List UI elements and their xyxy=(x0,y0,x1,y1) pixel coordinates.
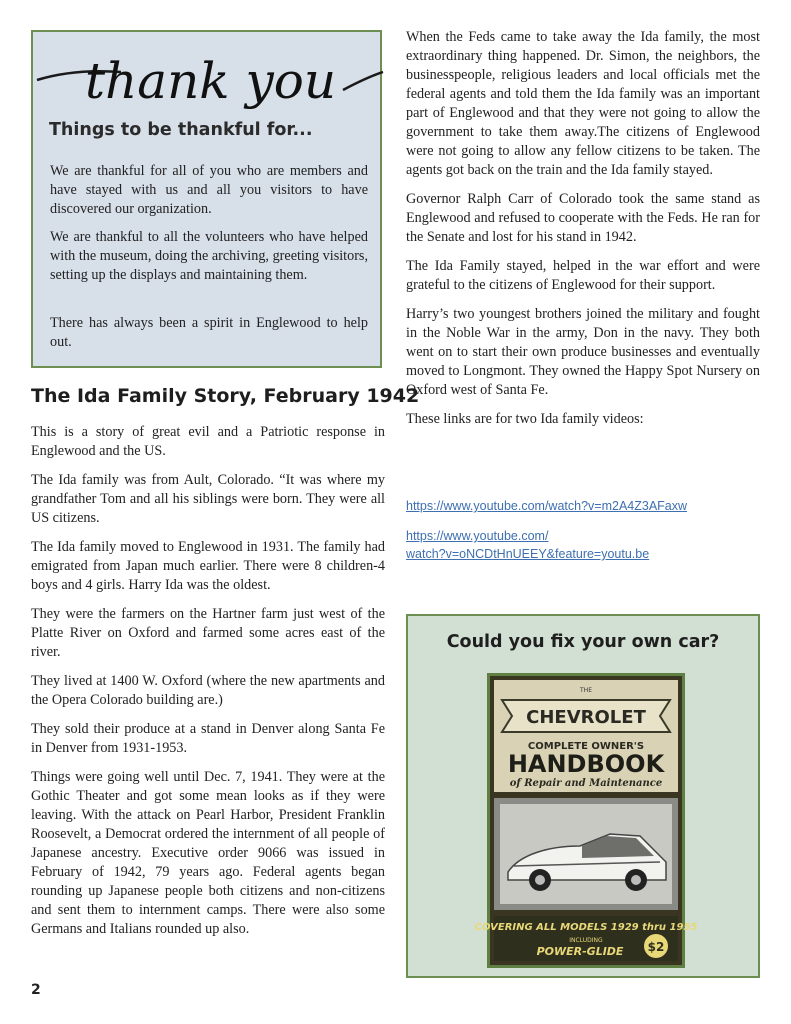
story-paragraph: They sold their produce at a stand in Denver along Santa Fe in Denver from 1931-1953. xyxy=(31,721,385,756)
video-link-1[interactable]: https://www.youtube.com/watch?v=m2A4Z3AFaxw xyxy=(406,499,688,513)
story-paragraph: These links are for two Ida family videos: xyxy=(406,411,644,427)
thank-you-box xyxy=(31,30,382,368)
story-paragraph: The Ida family was from Ault, Colorado. “It was where my grandfather Tom and all his siblings were born. They were all US citizens. xyxy=(31,472,385,526)
story-paragraph: The Ida Family stayed, helped in the war effort and were grateful to the citizens of Englewood for their support. xyxy=(406,258,760,293)
svg-text:of Repair and Maintenance: of Repair and Maintenance xyxy=(509,778,663,789)
story-paragraph: Governor Ralph Carr of Colorado took the same stand as Englewood and refused to cooperate with the Feds. He ran for the Senate and lost for his stand in 1942. xyxy=(406,191,760,245)
thankful-paragraph-1: We are thankful for all of you who are members and have stayed with us and all you visitors to have discovered our organization. xyxy=(50,163,368,217)
story-paragraph: Things were going well until Dec. 7, 1941. They were at the Gothic Theater and got some mean looks as if they were leaving. With the attack on Pearl Harbor, President Franklin Roosevelt, a Democrat ordered the internment of all people of Japanese ancestry. Executive order 9066 was issued in February of 1942, 79 years ago. Federal agents began rounding up Japanese people both citizens and non-citizens and sent them to internment camps. There were also some Germans and Italians rounded up also. xyxy=(31,769,385,937)
story-left-column xyxy=(31,423,385,939)
car-feature-box xyxy=(406,614,760,978)
svg-text:$2: $2 xyxy=(647,940,665,954)
story-right-column xyxy=(406,28,760,429)
thankful-paragraph-2: We are thankful to all the volunteers who have helped with the museum, doing the archiving, greeting visitors, setting up the displays and maintaining them. xyxy=(50,229,368,283)
script-title-text: thank you xyxy=(85,52,337,110)
svg-text:COVERING ALL MODELS 1929 thru: COVERING ALL MODELS 1929 thru 1955 xyxy=(474,922,698,933)
svg-text:COMPLETE OWNER'S: COMPLETE OWNER'S xyxy=(527,741,645,752)
story-paragraph: When the Feds came to take away the Ida family, the most extraordinary thing happened. Dr. Simon, the neighbors, the businesspeople, religious leaders and local officials met the federal agents and told them the Ida family was an important part of Englewood and that they were not going to allow the government to take them away.The citizens of Englewood were not going to allow any fellow citizens to be taken. The agents got back on the train and the Ida family stayed. xyxy=(406,29,760,178)
page-number: 2 xyxy=(31,982,41,998)
svg-text:HANDBOOK: HANDBOOK xyxy=(507,750,665,778)
car-heading: Could you fix your own car? xyxy=(446,632,720,652)
story-paragraph: This is a story of great evil and a Patriotic response in Englewood and the US. xyxy=(31,424,385,459)
thank-you-script-title xyxy=(33,32,384,122)
thankful-heading: Things to be thankful for... xyxy=(49,120,313,140)
video-link-2-line-1[interactable]: https://www.youtube.com/ xyxy=(406,529,549,543)
svg-text:POWER-GLIDE: POWER-GLIDE xyxy=(536,945,624,958)
svg-text:THE: THE xyxy=(580,687,592,694)
story-paragraph: They lived at 1400 W. Oxford (where the new apartments and the Opera Colorado building are.) xyxy=(31,673,385,708)
handbook-cover-art xyxy=(474,676,698,965)
story-paragraph: They were the farmers on the Hartner farm just west of the Platte River on Oxford and farmed some acres east of the river. xyxy=(31,606,385,660)
svg-text:INCLUDING: INCLUDING xyxy=(569,937,603,944)
thankful-paragraph-3: There has always been a spirit in Englewood to help out. xyxy=(50,315,368,350)
svg-text:CHEVROLET: CHEVROLET xyxy=(526,707,646,728)
story-paragraph: The Ida family moved to Englewood in 1931. The family had emigrated from Japan much earlier. There were 8 children-4 boys and 4 girls. Harry Ida was the oldest. xyxy=(31,539,385,593)
story-paragraph: Harry’s two youngest brothers joined the military and fought in the Noble War in the army, Don in the navy. They both went on to start their own produce businesses and eventually moved to Longmont. They owned the Happy Spot Nursery on Oxford west of Santa Fe. xyxy=(406,306,760,398)
video-link-2-line-2[interactable]: watch?v=oNCDtHnUEEY&feature=youtu.be xyxy=(406,547,650,561)
story-title: The Ida Family Story, February 1942 xyxy=(31,385,420,407)
chevrolet-handbook-image xyxy=(474,673,698,968)
